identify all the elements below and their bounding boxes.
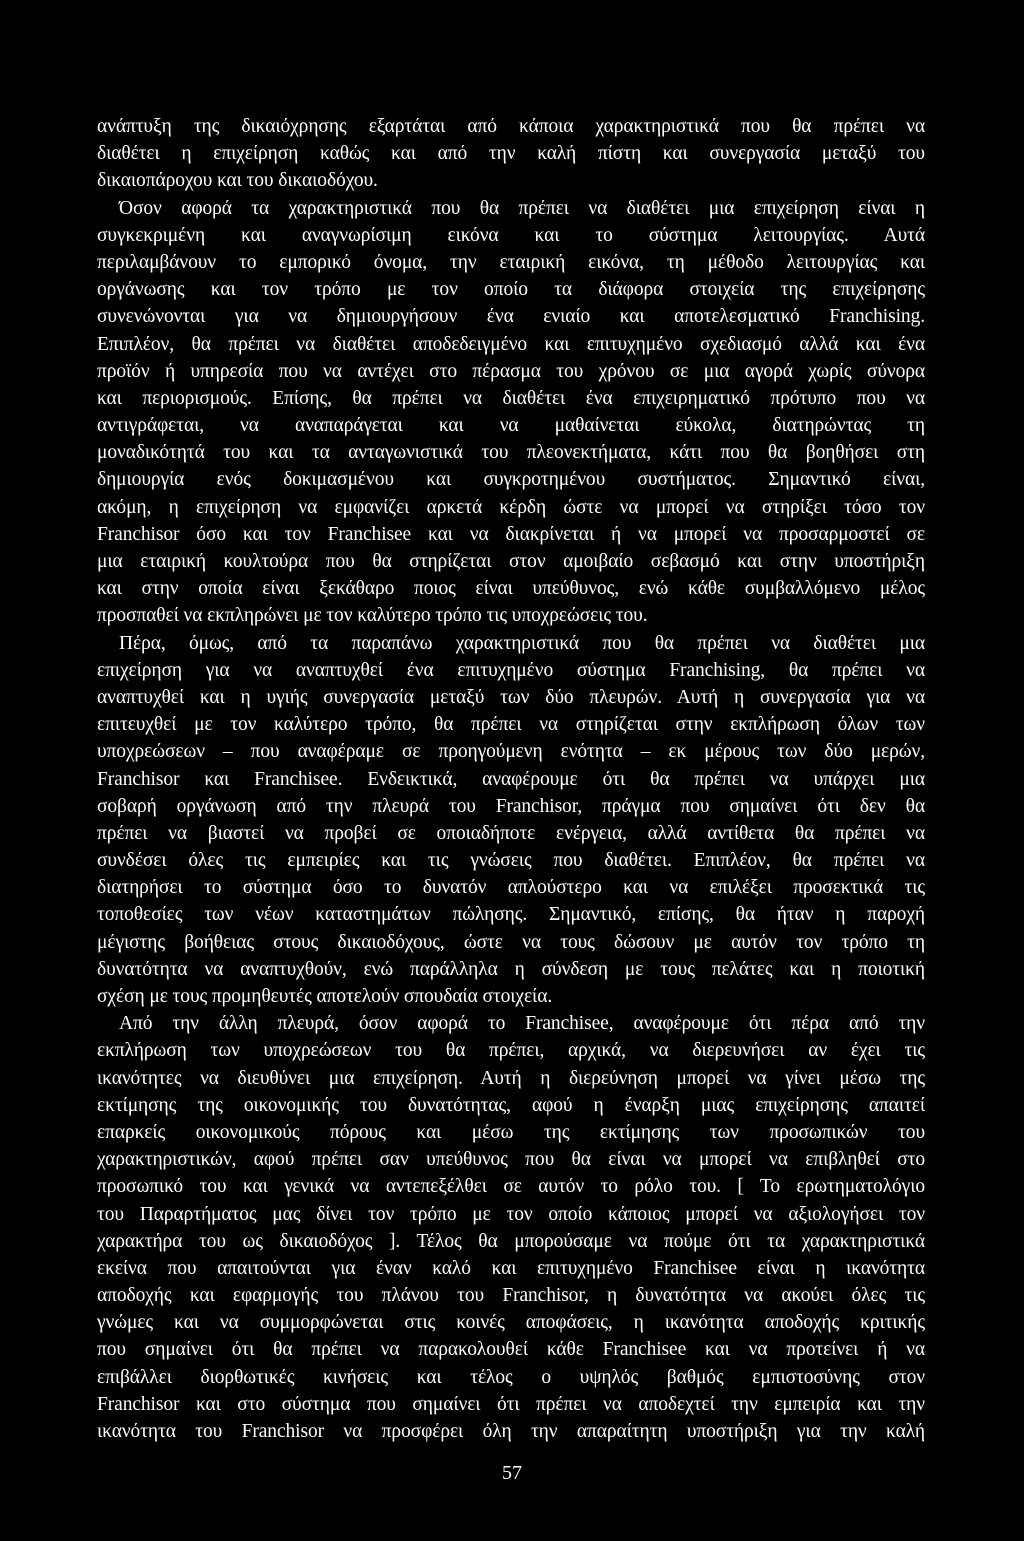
text-line: συνενώνονται για να δημιουργήσουν ένα ενιαίο και αποτελεσματικό Franchising. (97, 306, 925, 328)
text-line: χαρακτήρα του ως δικαιοδόχος ]. Τέλος θα μπορούσαμε να πούμε ότι τα χαρακτηριστικά (97, 1230, 925, 1252)
text-line: προϊόν ή υπηρεσία που να αντέχει στο πέρασμα του χρόνου σε μια αγορά χωρίς σύνορα (97, 360, 925, 382)
text-line: αποδοχής και εφαρμογής του πλάνου του Franchisor, η δυνατότητα να ακούει όλες τις (97, 1285, 925, 1307)
body-text (97, 113, 925, 1445)
text-line: διατηρήσει το σύστημα όσο το δυνατόν απλούστερο και να επιλέξει προσεκτικά τις (97, 877, 925, 899)
text-line: εκείνα που απαιτούνται για έναν καλό και επιτυχημένο Franchisee είναι η ικανότητα (97, 1257, 925, 1279)
text-line: τοποθεσίες των νέων καταστημάτων πώλησης. Σημαντικό, επίσης, θα ήταν η παροχή (97, 904, 925, 926)
text-line: περιλαμβάνουν το εμπορικό όνομα, την εταιρική εικόνα, τη μέθοδο λειτουργίας και (97, 251, 925, 273)
text-line: προσπαθεί να εκπληρώνει με τον καλύτερο τρόπο τις υποχρεώσεις του. (97, 605, 648, 627)
text-line: που σημαίνει ότι θα πρέπει να παρακολουθεί κάθε Franchisee και να προτείνει ή να (97, 1339, 925, 1361)
text-line: επαρκείς οικονομικούς πόρους και μέσω της εκτίμησης των προσωπικών του (97, 1121, 925, 1143)
text-line: επιτευχθεί με τον καλύτερο τρόπο, θα πρέπει να στηρίζεται στην εκπλήρωση όλων των (97, 714, 925, 736)
text-line: αντιγράφεται, να αναπαράγεται και να μαθαίνεται εύκολα, διατηρώντας τη (97, 415, 925, 437)
text-line: ανάπτυξη της δικαιόχρησης εξαρτάται από κάποια χαρακτηριστικά που θα πρέπει να (97, 116, 925, 137)
text-line: δημιουργία ενός δοκιμασμένου και συγκροτημένου συστήματος. Σημαντικό είναι, (97, 469, 925, 491)
text-line: και περιορισμούς. Επίσης, θα πρέπει να διαθέτει ένα επιχειρηματικό πρότυπο που να (97, 387, 925, 409)
text-line: αναπτυχθεί και η υγιής συνεργασία μεταξύ των δύο πλευρών. Αυτή η συνεργασία για να (97, 686, 925, 708)
text-line: δυνατότητα να αναπτυχθούν, ενώ παράλληλα η σύνδεση με τους πελάτες και η ποιοτική (97, 958, 925, 980)
text-line: γνώμες και να συμμορφώνεται στις κοινές αποφάσεις, η ικανότητα αποδοχής κριτικής (97, 1312, 925, 1334)
text-line: οργάνωσης και τον τρόπο με τον οποίο τα διάφορα στοιχεία της επιχείρησης (97, 279, 925, 301)
page-number: 57 (502, 1462, 522, 1484)
text-line: του Παραρτήματος μας δίνει τον τρόπο με τον οποίο κάποιος μπορεί να αξιολογήσει τον (97, 1203, 925, 1225)
text-line: υποχρεώσεων – που αναφέραμε σε προηγούμενη ενότητα – εκ μέρους των δύο μερών, (97, 741, 925, 763)
text-line: Όσον αφορά τα χαρακτηριστικά που θα πρέπει να διαθέτει μια επιχείρηση είναι η (119, 197, 925, 219)
text-line: Franchisor και στο σύστημα που σημαίνει ότι πρέπει να αποδεχτεί την εμπειρία και την (97, 1393, 925, 1415)
text-line: συγκεκριμένη και αναγνωρίσιμη εικόνα και το σύστημα λειτουργίας. Αυτά (97, 224, 925, 246)
text-line: δικαιοπάροχου και του δικαιοδόχου. (97, 170, 378, 192)
text-line: συνδέσει όλες τις εμπειρίες και τις γνώσεις που διαθέτει. Επιπλέον, θα πρέπει να (97, 850, 925, 872)
text-line: μέγιστης βοήθειας στους δικαιοδόχους, ώστε να τους δώσουν με αυτόν τον τρόπο τη (97, 931, 925, 953)
text-line: ακόμη, η επιχείρηση να εμφανίζει αρκετά κέρδη ώστε να μπορεί να στηρίξει τόσο τον (97, 496, 925, 518)
text-line: και στην οποία είναι ξεκάθαρο ποιος είναι υπεύθυνος, ενώ κάθε συμβαλλόμενο μέλος (97, 578, 925, 600)
text-line: Επιπλέον, θα πρέπει να διαθέτει αποδεδειγμένο και επιτυχημένο σχεδιασμό αλλά και ένα (97, 333, 925, 355)
text-line: διαθέτει η επιχείρηση καθώς και από την καλή πίστη και συνεργασία μεταξύ του (97, 143, 925, 165)
text-line: προσωπικό του και γενικά να αντεπεξέλθει σε αυτόν το ρόλο του. [ Το ερωτηματολόγιο (97, 1176, 925, 1198)
text-line: ικανότητα του Franchisor να προσφέρει όλη την απαραίτητη υποστήριξη για την καλή (97, 1421, 925, 1442)
text-line: χαρακτηριστικών, αφού πρέπει σαν υπεύθυνος που θα είναι να μπορεί να επιβληθεί στο (97, 1149, 925, 1171)
text-line: ικανότητες να διευθύνει μια επιχείρηση. Αυτή η διερεύνηση μπορεί να γίνει μέσω της (97, 1067, 925, 1089)
text-line: Franchisor και Franchisee. Ενδεικτικά, αναφέρουμε ότι θα πρέπει να υπάρχει μια (97, 768, 925, 790)
text-line: μια εταιρική κουλτούρα που θα στηρίζεται στον αμοιβαίο σεβασμό και στην υποστήριξη (97, 551, 925, 572)
text-line: Από την άλλη πλευρά, όσον αφορά το Franchisee, αναφέρουμε ότι πέρα από την (119, 1013, 925, 1035)
text-line: σοβαρή οργάνωση από την πλευρά του Franchisor, πράγμα που σημαίνει ότι δεν θα (97, 795, 925, 817)
text-line: μοναδικότητά του και τα ανταγωνιστικά του πλεονεκτήματα, κάτι που θα βοηθήσει στη (97, 442, 925, 464)
text-line: σχέση με τους προμηθευτές αποτελούν σπουδαία στοιχεία. (97, 986, 553, 1007)
text-line: επιχείρηση για να αναπτυχθεί ένα επιτυχημένο σύστημα Franchising, θα πρέπει να (97, 659, 925, 681)
text-line: επιβάλλει διορθωτικές κινήσεις και τέλος ο υψηλός βαθμός εμπιστοσύνης στον (97, 1366, 925, 1388)
text-line: Πέρα, όμως, από τα παραπάνω χαρακτηριστικά που θα πρέπει να διαθέτει μια (119, 632, 925, 654)
text-line: Franchisor όσο και τον Franchisee και να διακρίνεται ή να μπορεί να προσαρμοστεί σε (97, 523, 925, 545)
text-line: εκπλήρωση των υποχρεώσεων του θα πρέπει, αρχικά, να διερευνήσει αν έχει τις (97, 1040, 925, 1062)
text-line: πρέπει να βιαστεί να προβεί σε οποιαδήποτε ενέργεια, αλλά αντίθετα θα πρέπει να (97, 822, 925, 844)
text-line: εκτίμησης της οικονομικής του δυνατότητας, αφού η έναρξη μιας επιχείρησης απαιτεί (97, 1094, 925, 1116)
